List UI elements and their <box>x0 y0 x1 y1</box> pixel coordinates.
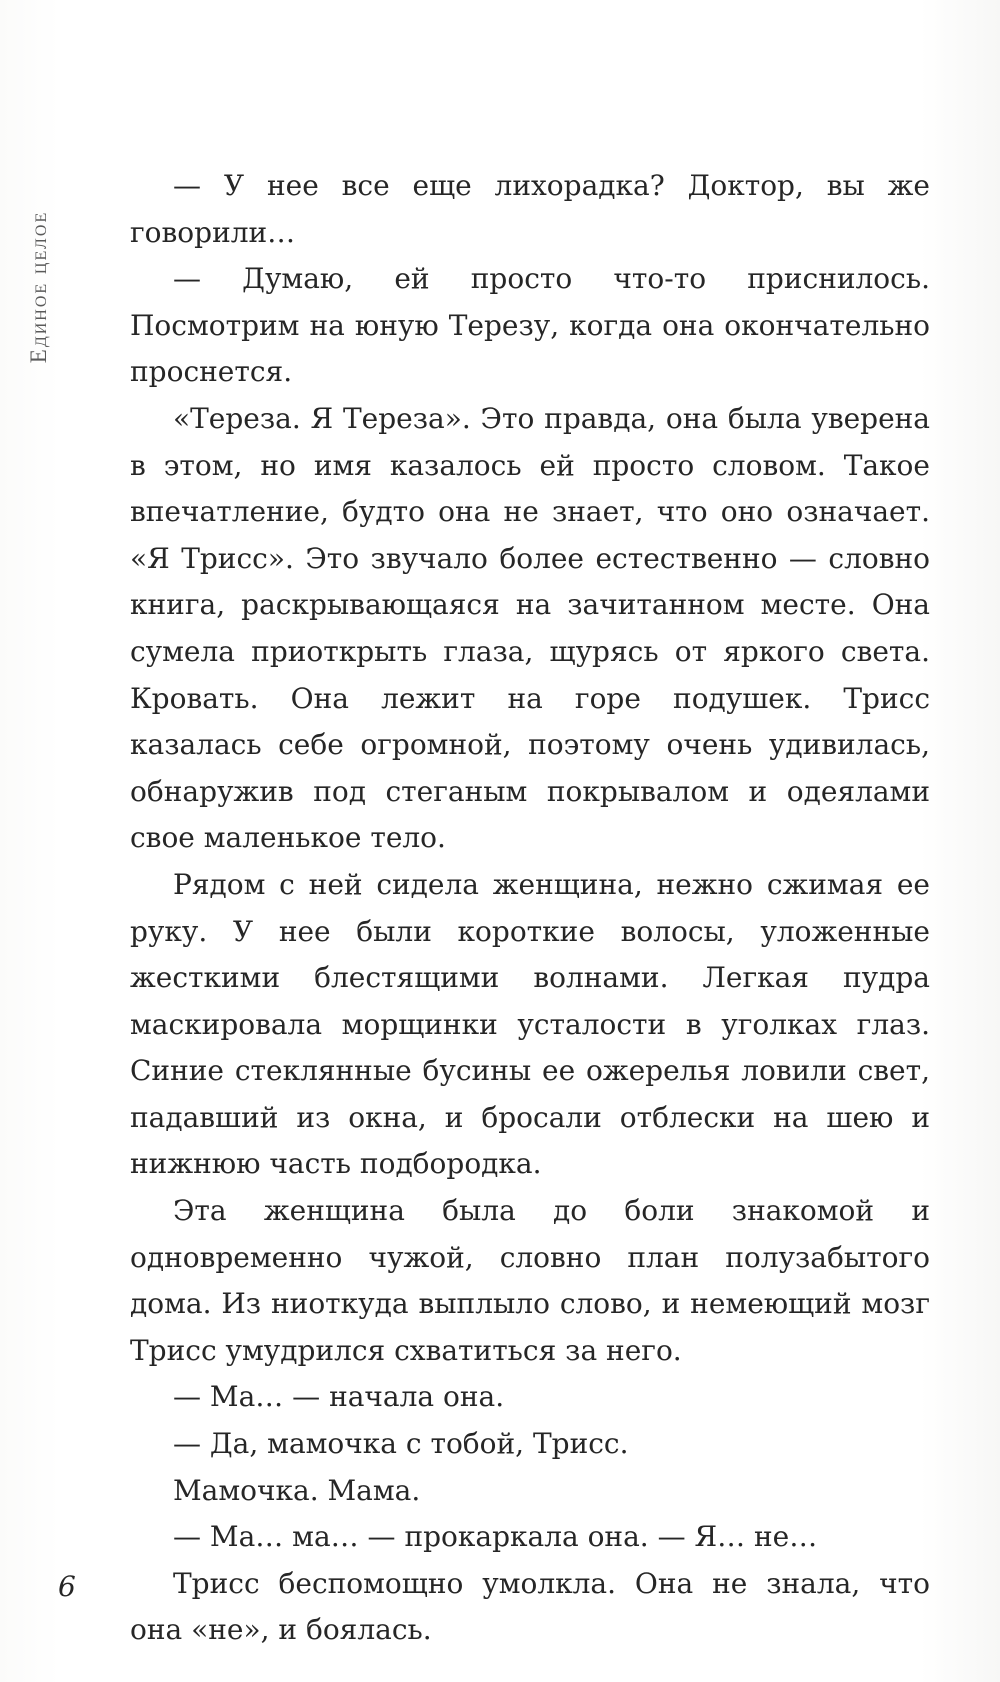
paragraph: Эта женщина была до боли знакомой и одновременно чужой, словно план полузабытого дома. Из ниоткуда выплыло слово, и немеющий мозг Трисс умудрился схватиться за него. <box>130 1194 930 1367</box>
paragraph: — Думаю, ей просто что-то приснилось. Посмотрим на юную Терезу, когда она окончательно проснется. <box>130 262 930 389</box>
paragraph: — Да, мамочка с тобой, Трисс. <box>173 1427 629 1461</box>
paragraph: — У нее все еще лихорадка? Доктор, вы же говорили… <box>130 169 930 249</box>
paragraph: «Тереза. Я Тереза». Это правда, она была уверена в этом, но имя казалось ей просто словом. Такое впечатление, будто она не знает, что оно означает. «Я Трисс». Это звучало более естественно — словно книга, раскрывающаяся на зачитанном месте. Она сумела приоткрыть глаза, щурясь от яркого света. Кровать. Она лежит на горе подушек. Трисс казалась себе огромной, поэтому очень удивилась, обнаружив под стеганым покрывалом и одеялами свое маленькое тело. <box>130 401 930 855</box>
paragraph: — Ма… — начала она. <box>173 1380 505 1414</box>
running-head-title: Единое целое <box>26 210 51 364</box>
paragraph: — Ма… ма… — прокаркала она. — Я… не… <box>173 1520 818 1554</box>
paragraph: Мамочка. Мама. <box>173 1473 421 1507</box>
page-number: 6 <box>58 1570 76 1603</box>
running-head <box>16 172 62 402</box>
body-text <box>130 163 930 1654</box>
paragraph: Рядом с ней сидела женщина, нежно сжимая ее руку. У нее были короткие волосы, уложенные жесткими блестящими волнами. Легкая пудра маскировала морщинки усталости в уголках глаз. Синие стеклянные бусины ее ожерелья ловили свет, падавший из окна, и бросали отблески на шею и нижнюю часть подбородка. <box>130 867 930 1181</box>
paragraph: Трисс беспомощно умолкла. Она не знала, что она «не», и боялась. <box>130 1566 930 1647</box>
